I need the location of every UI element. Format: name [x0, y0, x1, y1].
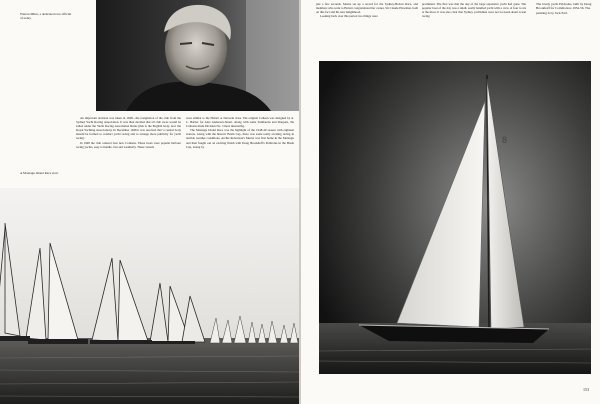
portrait-caption: Warren Miles, a dedicated race official of today.: [20, 12, 72, 21]
left-column-2: [186, 116, 294, 149]
portrait-photo: [96, 0, 299, 111]
paragraph: In 1948 the club ordered four new Colleens. These boats were popular harbour racing yachts, easy to handle, fast and weatherly. These vessels: [76, 140, 181, 149]
paragraph: An important decision was taken in 1948—the resignation of the club from the Sydney Yacht Racing Association. It was then decided that all club races would be sailed under the Yacht Racing Association Rules (this is the English body, now the Royal Yachting Association). In December 1948 it was resolved that 'a central body should be formed to conduct yacht racing and to arrange more publicity for yacht racing'.: [76, 116, 181, 141]
right-column-2: [422, 2, 526, 18]
paragraph: prominent. The first was that the day of the large expensive yacht had gone. The popular boat of the day was a small, easily handled yacht with a crew of four to six at the most. It was also clear that Sydney yachtsmen were not too keen about ocean racing: [422, 2, 526, 19]
paragraph: just a few seconds. Morna set up a record for the Sydney-Hobart Race, and members who went to Hobart congratulated her owner, Sir Claude Plowman, both on this fact and his new knighthood.: [316, 2, 418, 15]
yacht-painting: [319, 61, 591, 374]
left-page: [0, 0, 299, 404]
left-column-1: [76, 116, 181, 149]
right-page: [301, 0, 600, 404]
paragraph: were similar to the Hobart or Derwent class. The original Colleen was designed by A. C. Barber for Alex Anderson-Stuart. Along with some Tumlarens and Dragons, the Colleens made Division No. 3 most interesting.: [186, 116, 294, 129]
race-caption: A Montagu Island Race start.: [20, 171, 59, 175]
painting-caption: The lovely yacht Peldrolus, built by Doug Brookhoff for Commodore 1954-56. The painting is by Jack Earl.: [536, 2, 592, 15]
paragraph: Looking back over this period two things were: [320, 14, 378, 19]
svg-text:8: 8: [502, 135, 508, 145]
right-column-1: [316, 2, 418, 18]
race-start-photo: [0, 188, 299, 404]
paragraph: The Montagu Island Race was the highlight of the 1948-49 season with eighteen starters. Along with the historic Basin Cup, there was some really exciting racing in terrible weather conditions. Archie Robertson's Morna was first home in the Montagu and then fought out an exciting finish with Doug Brookhoff's Peldrolus in the Basin Cup, losing by: [186, 128, 294, 149]
page-number: 153: [583, 387, 589, 392]
